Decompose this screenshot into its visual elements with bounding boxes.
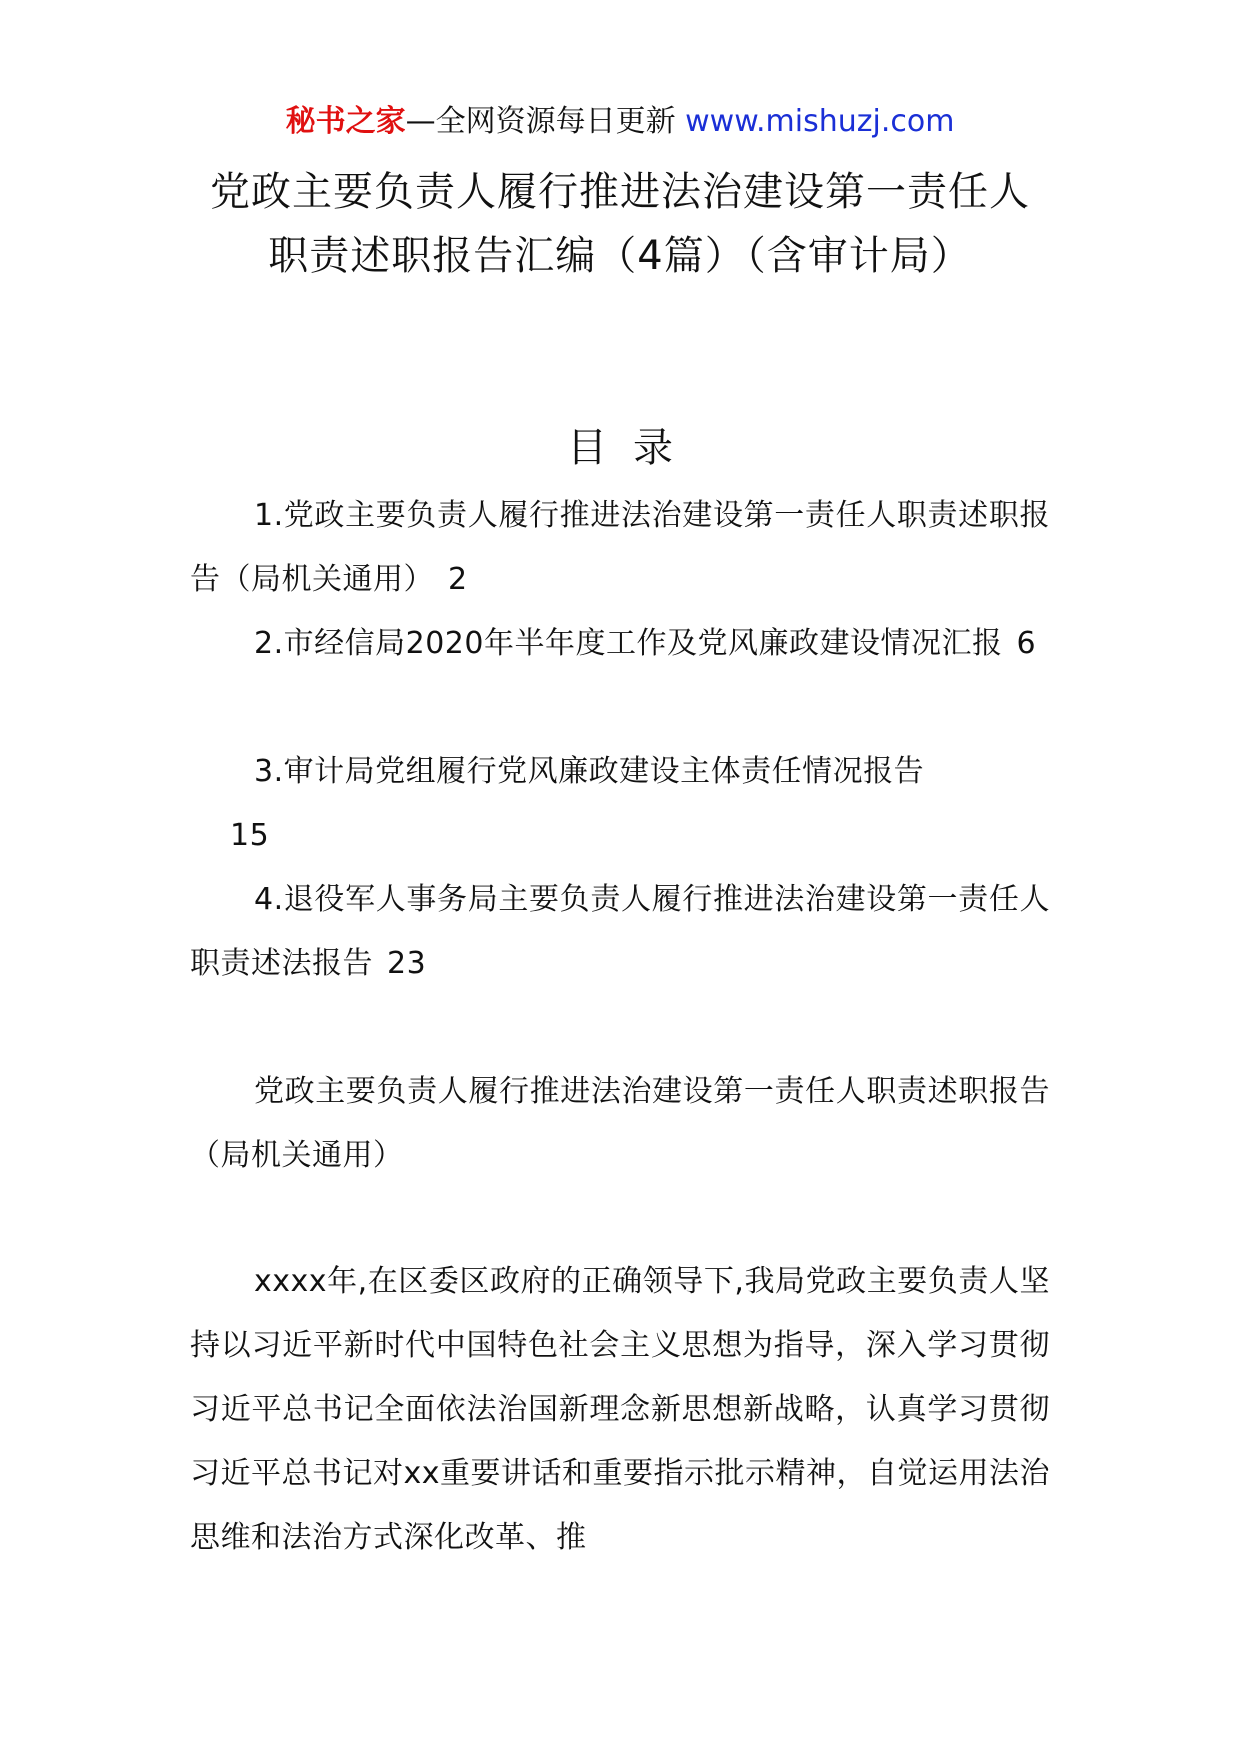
toc-item-label: 2.市经信局2020年半年度工作及党风廉政建设情况汇报	[254, 626, 1003, 661]
toc-item-label: 1.党政主要负责人履行推进法治建设第一责任人职责述职报告（局机关通用）	[190, 498, 1050, 597]
toc-item-page: 6	[1016, 626, 1037, 661]
site-link[interactable]: www.mishuzj.com	[685, 104, 955, 139]
toc-item-label: 4.退役军人事务局主要负责人履行推进法治建设第一责任人职责述法报告	[190, 882, 1050, 981]
header-tagline: —全网资源每日更新	[405, 104, 676, 139]
toc-heading: 目录	[567, 425, 699, 471]
body-paragraph: xxxx年,在区委区政府的正确领导下,我局党政主要负责人坚持以习近平新时代中国特色社会主义思想为指导，深入学习贯彻习近平总书记全面依法治国新理念新思想新战略，认真学习贯彻习近平总书记对xx重要讲话和重要指示批示精神，自觉运用法治思维和法治方式深化改革、推	[190, 1264, 1051, 1555]
toc-item-page: 2	[448, 562, 468, 597]
section-title: 党政主要负责人履行推进法治建设第一责任人职责述职报告（局机关通用）	[190, 1074, 1050, 1173]
header-banner	[0, 100, 1240, 144]
toc-item[interactable]	[190, 868, 1050, 996]
toc-item-page: 23	[387, 946, 427, 981]
toc-item[interactable]	[190, 612, 1050, 676]
toc-item[interactable]	[190, 484, 1050, 612]
toc-item[interactable]	[190, 740, 1050, 868]
document-title: 党政主要负责人履行推进法治建设第一责任人职责述职报告汇编（4篇）（含审计局）	[210, 169, 1030, 279]
toc-item-label: 3.审计局党组履行党风廉政建设主体责任情况报告	[254, 754, 925, 789]
toc-item-page: 15	[230, 818, 270, 853]
brand-name: 秘书之家	[285, 104, 406, 139]
